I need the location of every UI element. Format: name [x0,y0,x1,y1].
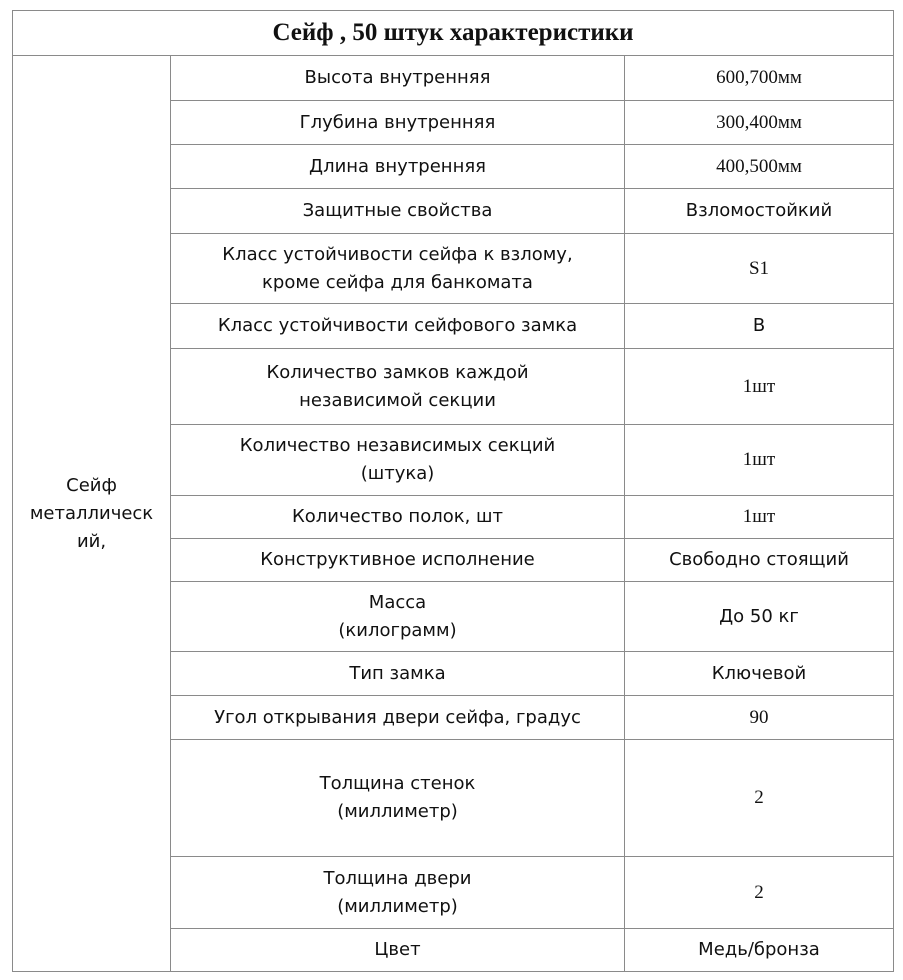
table-row [13,56,894,101]
title-row [13,11,894,56]
property-name: Класс устойчивости сейфового замка [171,304,625,349]
characteristics-table [12,10,894,972]
property-name: Толщина стенок (миллиметр) [171,740,625,857]
property-value: S1 [625,234,894,304]
property-value: Взломостойкий [625,189,894,234]
property-name: Количество полок, шт [171,496,625,539]
property-name: Тип замка [171,652,625,696]
property-name: Толщина двери (миллиметр) [171,857,625,929]
property-name: Цвет [171,929,625,972]
property-name: Масса (килограмм) [171,582,625,652]
table-title: Сейф , 50 штук характеристики [13,11,894,56]
property-name: Количество замков каждой независимой секции [171,349,625,425]
property-name: Конструктивное исполнение [171,539,625,582]
property-value: 2 [625,740,894,857]
property-value: 300,400мм [625,101,894,145]
property-name: Класс устойчивости сейфа к взлому, кроме сейфа для банкомата [171,234,625,304]
property-name: Длина внутренняя [171,145,625,189]
property-value: 600,700мм [625,56,894,101]
property-name: Глубина внутренняя [171,101,625,145]
property-value: 2 [625,857,894,929]
property-value: Ключевой [625,652,894,696]
property-value: 400,500мм [625,145,894,189]
property-value: Свободно стоящий [625,539,894,582]
property-value: Медь/бронза [625,929,894,972]
property-value: 1шт [625,349,894,425]
property-name: Высота внутренняя [171,56,625,101]
property-name: Количество независимых секций (штука) [171,425,625,496]
property-value: До 50 кг [625,582,894,652]
property-value: 1шт [625,425,894,496]
property-value: B [625,304,894,349]
property-name: Защитные свойства [171,189,625,234]
property-value: 1шт [625,496,894,539]
property-name: Угол открывания двери сейфа, градус [171,696,625,740]
property-value: 90 [625,696,894,740]
category-cell: Сейф металлическ ий, [13,56,171,972]
